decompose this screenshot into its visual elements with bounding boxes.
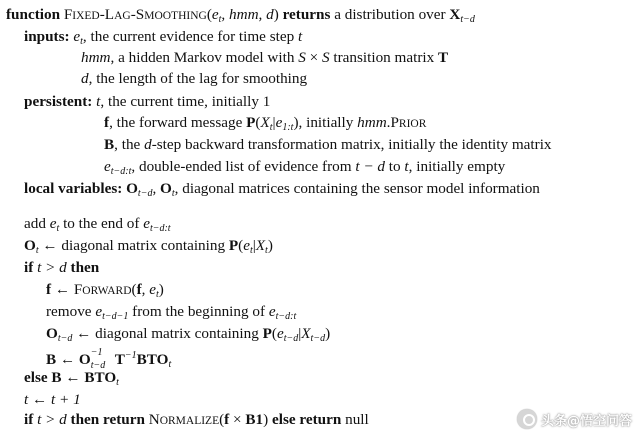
local-variables-label: local variables: [24, 180, 118, 197]
inputs-line-3: d, the length of the lag for smoothing: [81, 70, 308, 87]
inputs-line-2: hmm, a hidden Markov model with S × S transition matrix T: [81, 49, 449, 66]
local-variables-line: local variables: $O_{t-d}$, $O_t$, diagonal matrices containing the sensor model information: [24, 180, 540, 199]
keyword-function: function: [6, 6, 61, 23]
body-line-7: B ← O −1 t−d $T^{-1}BTO_t$: [46, 347, 172, 371]
zhihu-logo-icon: [517, 409, 537, 429]
function-name: FIXED-LAG-SMOOTHING: [63, 6, 207, 23]
watermark: [517, 409, 632, 429]
watermark-text: 头条@悟空问答: [540, 413, 632, 429]
body-line-6: $O_{t-d}$ ← diagonal matrix containing $P(e_{t-d}|X_{t-d})$: [46, 325, 331, 344]
persistent-line-1: persistent: t, the current time, initially 1: [24, 93, 271, 110]
persistent-label: persistent: [24, 93, 88, 110]
keyword-returns: returns: [282, 6, 331, 23]
body-line-8: else B ← $BTO_t$: [24, 369, 119, 388]
body-line-2: $O_t$ ← diagonal matrix containing $P(e_t|X_t)$: [24, 237, 273, 256]
body-line-5: remove $e_{t-d-1}$ from the beginning of $e_{t-d:t}$: [46, 303, 297, 322]
body-line-4: f ← FORWARD(f, $e_t$): [46, 281, 164, 300]
function-header: function FIXED-$LAG-SMOOTHING(e_t$, hmm, d) returns a distribution over $X_{t-d}$: [6, 6, 475, 25]
inputs-line-1: inputs: $e_t$, the current evidence for time step t: [24, 28, 303, 47]
persistent-line-4: $e_{t-d:t}$, double-ended list of evidence from t − d to t, initially empty: [104, 158, 506, 177]
body-line-1: add $e_t$ to the end of $e_{t-d:t}$: [24, 215, 171, 234]
body-line-3: if t > d then: [24, 259, 100, 276]
persistent-line-3: B, the d-step backward transformation matrix, initially the identity matrix: [104, 136, 552, 153]
inputs-label: inputs: [24, 28, 65, 45]
body-line-10: if t > d then return NORMALIZE(f × B1) else return null: [24, 411, 369, 428]
body-line-9: t ← t + 1: [24, 391, 81, 408]
persistent-line-2: f, the forward message $P(X_t|e_{1:t})$, initially hmm.PRIOR: [104, 114, 427, 133]
